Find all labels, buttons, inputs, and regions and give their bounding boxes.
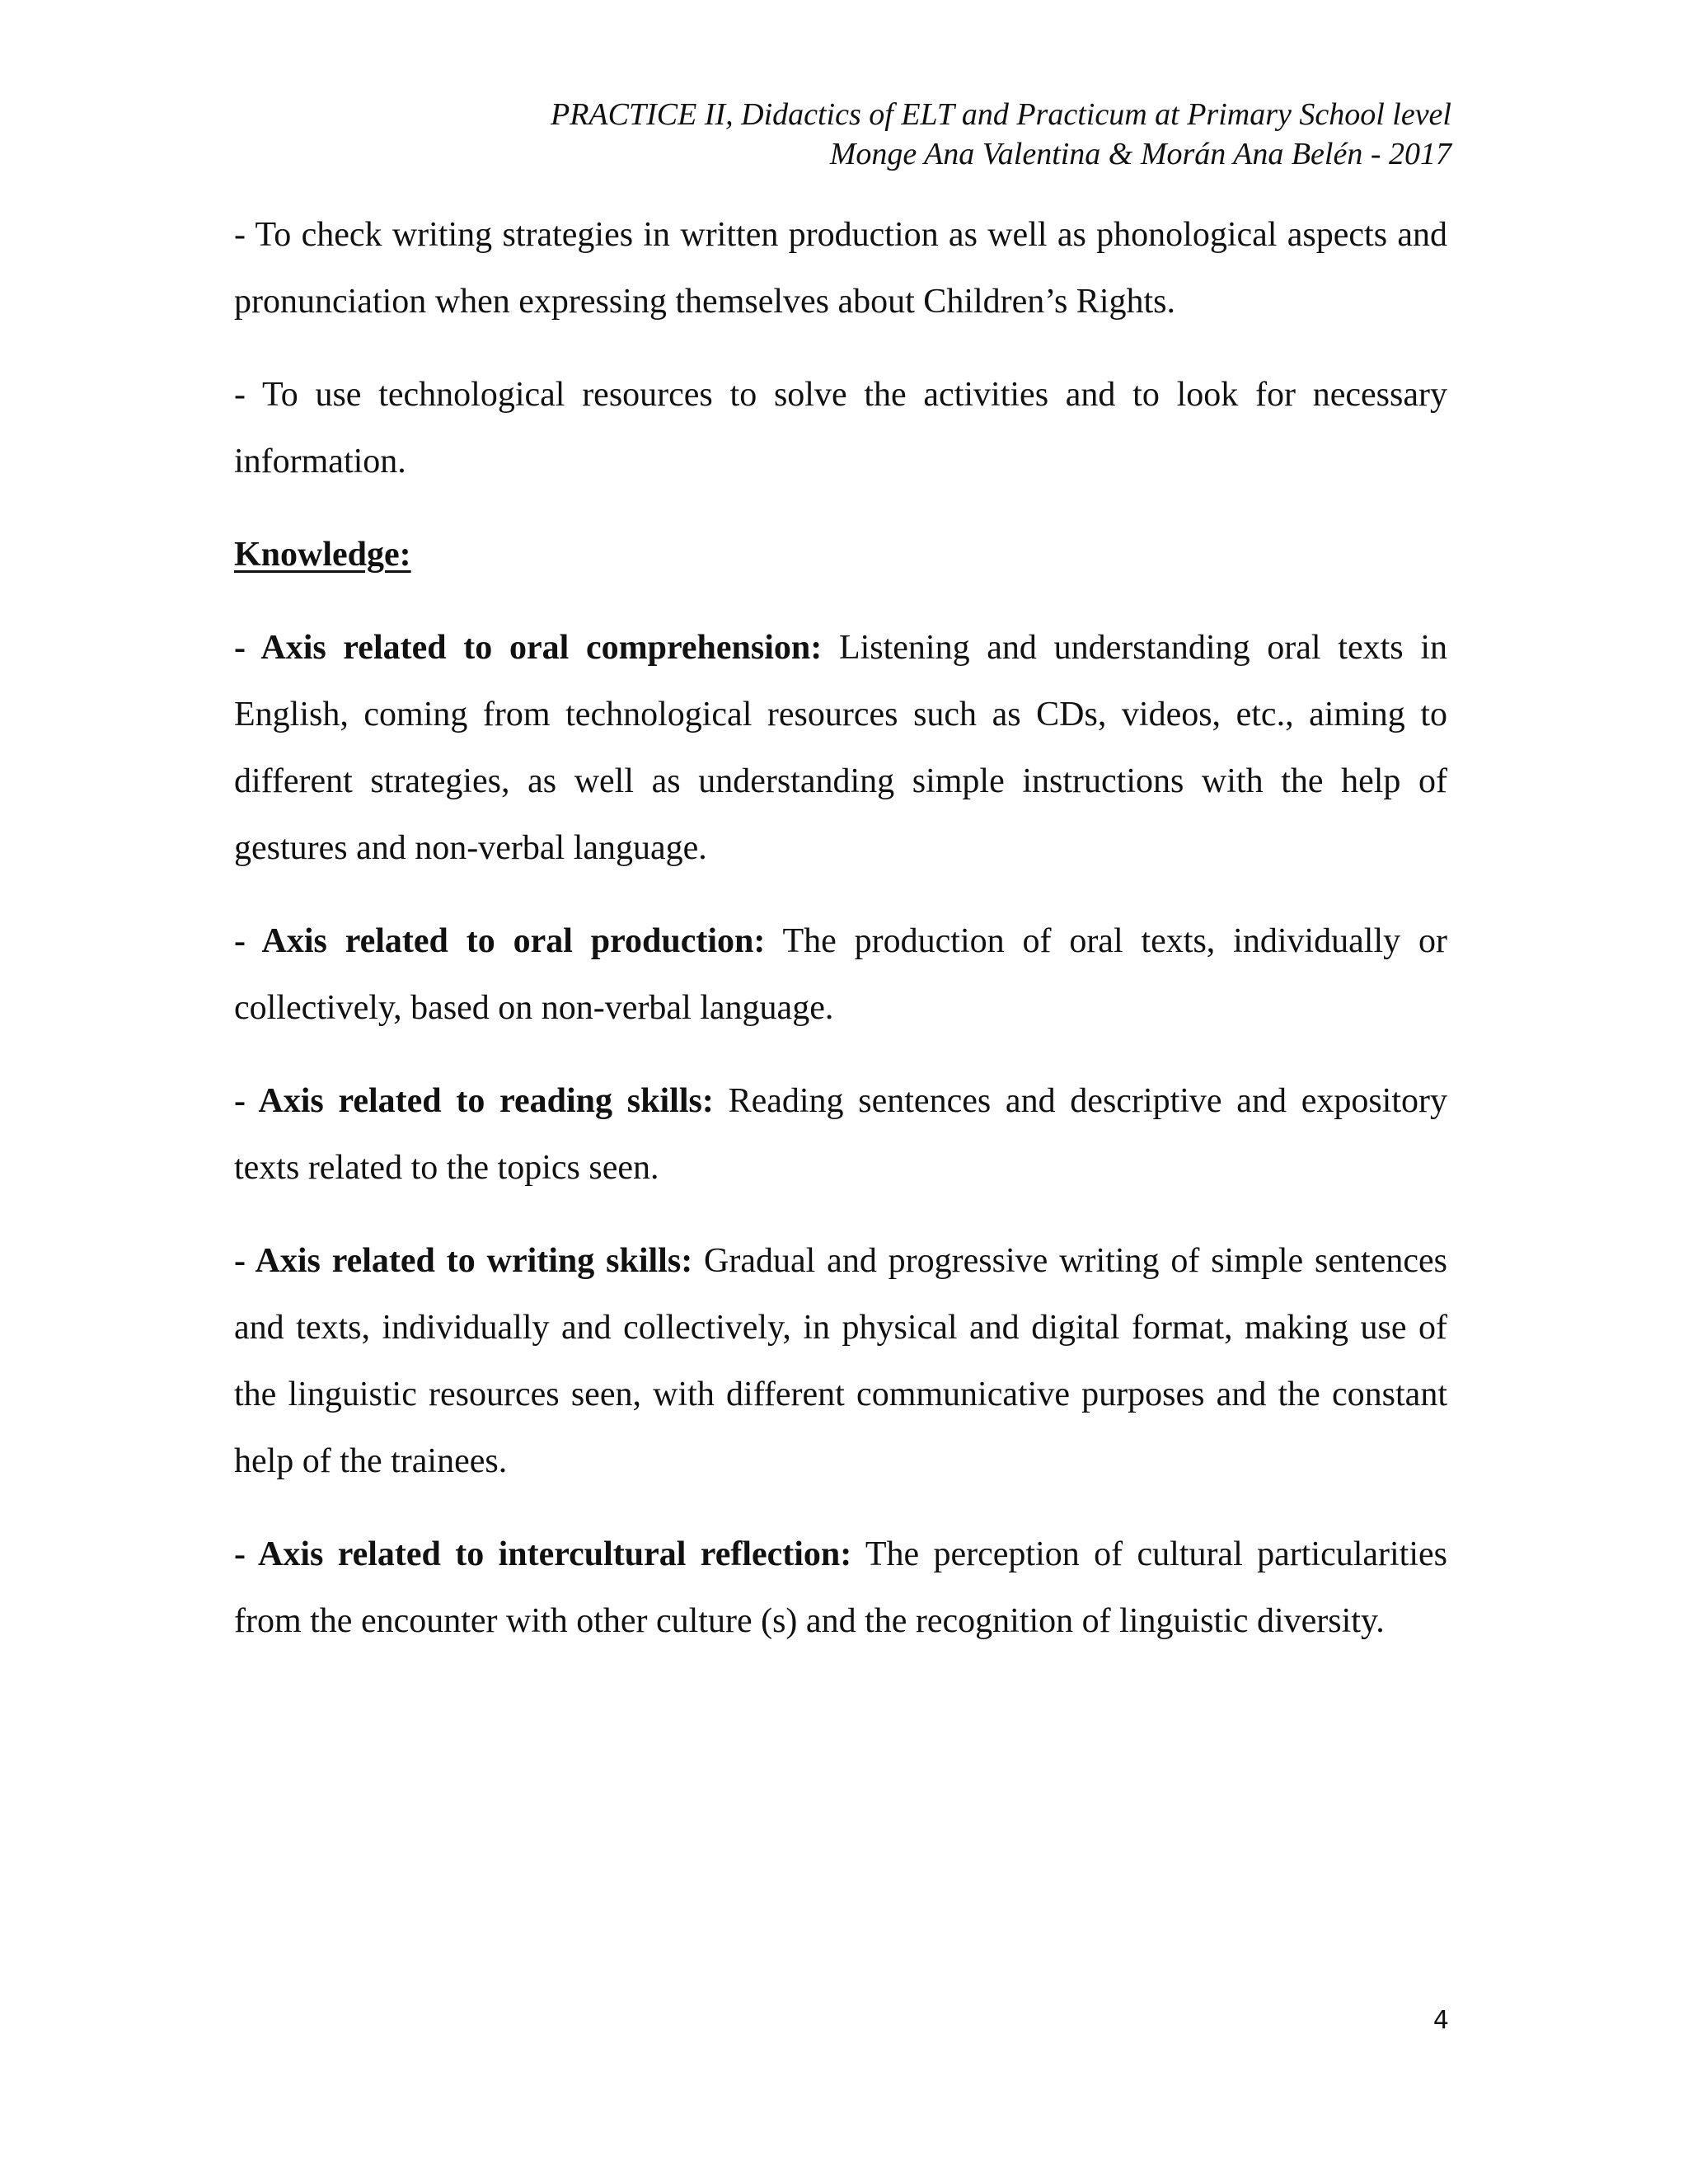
axis-oral-comprehension	[234, 615, 1447, 882]
axis-label: - Axis related to intercultural reflection:	[234, 1535, 852, 1573]
axis-reading-skills	[234, 1068, 1447, 1202]
header-title: PRACTICE II, Didactics of ELT and Practicum at Primary School level	[550, 97, 1451, 132]
axis-text: Listening and understanding oral texts in English, coming from technological resources such as CDs, videos, etc., aiming to different strategies, as well as understanding simple instructions with the help of gestures and non-verbal language.	[234, 629, 1447, 867]
document-body	[234, 202, 1447, 1681]
axis-label: - Axis related to writing skills:	[234, 1242, 693, 1280]
objective-writing-strategies: - To check writing strategies in written production as well as phonological aspects and pronunciation when expressing themselves about Children’s Rights.	[234, 216, 1447, 321]
axis-text: Reading sentences and descriptive and expository texts related to the topics seen.	[234, 1082, 1447, 1187]
page-header	[215, 95, 1451, 174]
axis-oral-production	[234, 908, 1447, 1042]
axis-label: - Axis related to oral comprehension:	[234, 629, 823, 667]
page-number: 4	[1432, 2006, 1449, 2035]
axis-intercultural-reflection	[234, 1521, 1447, 1655]
knowledge-heading: Knowledge:	[234, 536, 411, 574]
axis-writing-skills	[234, 1228, 1447, 1495]
header-authors: Monge Ana Valentina & Morán Ana Belén - 2017	[829, 137, 1451, 171]
axis-label: - Axis related to reading skills:	[234, 1082, 714, 1120]
axis-text: The perception of cultural particularities from the encounter with other culture (s) and the recognition of linguistic diversity.	[234, 1535, 1447, 1640]
axis-text: Gradual and progressive writing of simple sentences and texts, individually and collectively, in physical and digital format, making use of the linguistic resources seen, with different communicative purposes and the constant help of the trainees.	[234, 1242, 1447, 1480]
axis-label: - Axis related to oral production:	[234, 922, 766, 960]
objective-technological-resources: - To use technological resources to solve the activities and to look for necessary information.	[234, 376, 1447, 480]
axis-text: The production of oral texts, individually or collectively, based on non-verbal language.	[234, 922, 1447, 1027]
